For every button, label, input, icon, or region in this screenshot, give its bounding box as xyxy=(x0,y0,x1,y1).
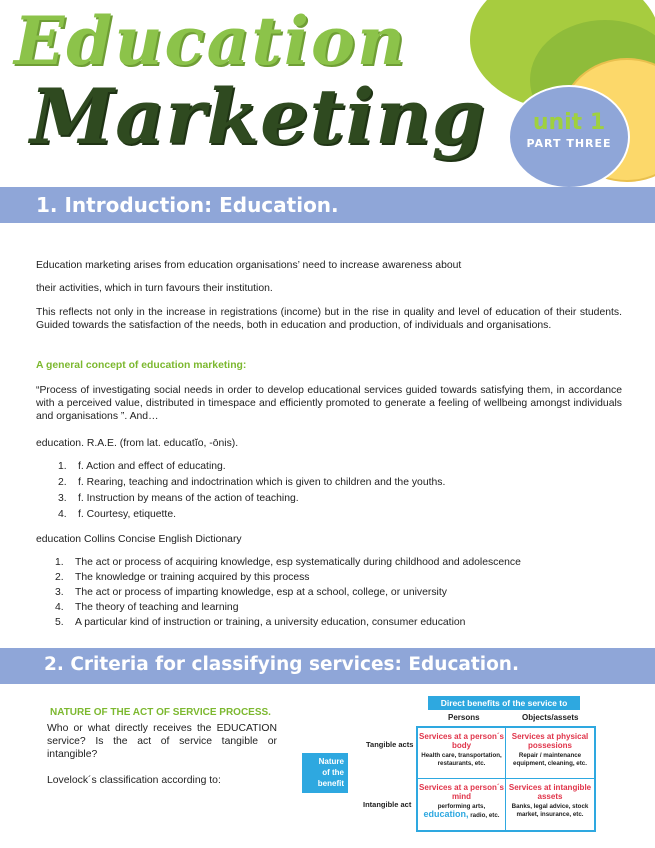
cell-intangible-assets: Services at intangible assets Banks, legal advice, stock market, insurance, etc. xyxy=(508,783,592,818)
nature-question: Who or what directly receives the EDUCATION service? Is the act of service tangible or intangible? xyxy=(47,723,277,760)
cell-person-body: Services at a person´s body Health care, transportation, restaurants, etc. xyxy=(418,728,506,779)
cell-person-mind: Services at a person´s mind performing arts, education, radio, etc. xyxy=(418,779,506,830)
collins-item: 2. The knowledge or training acquired by this process xyxy=(55,572,310,583)
nature-of-benefit-box: Nature of the benefit xyxy=(302,753,348,793)
title-education: Education xyxy=(14,2,407,80)
collins-intro: education Collins Concise English Dictionary xyxy=(36,534,242,545)
nature-subheading: NATURE OF THE ACT OF SERVICE PROCESS. xyxy=(50,707,271,718)
concept-quote: “Process of investigating social needs in order to develop educational services guided towards satisfying them, in accordance with a perceived value, distributed in timespace and efficiently promoted to generate a feeling of wellbeing amongst individuals and organisations ”. And… xyxy=(36,385,622,422)
rae-item: 3. f. Instruction by means of the action of teaching. xyxy=(58,493,299,504)
section1-heading: 1. Introduction: Education. xyxy=(36,193,339,217)
collins-item: 1. The act or process of acquiring knowledge, esp systematically during childhood and adolescence xyxy=(55,557,521,568)
direct-benefits-header: Direct benefits of the service to xyxy=(428,696,580,710)
rae-intro: education. R.A.E. (from lat. educatĭo, -ōnis). xyxy=(36,438,239,449)
collins-item: 3. The act or process of imparting knowledge, esp at a school, college, or university xyxy=(55,587,447,598)
rae-item: 2. f. Rearing, teaching and indoctrination which is given to children and the youths. xyxy=(58,477,446,488)
collins-item: 5. A particular kind of instruction or training, a university education, consumer education xyxy=(55,617,466,628)
cell-physical-possessions: Services at physical possesions Repair / maintenance equipment, cleaning, etc. xyxy=(506,728,594,779)
col-objects-label: Objects/assets xyxy=(522,713,579,722)
row-tangible-label: Tangible acts xyxy=(366,740,414,749)
title-marketing: Marketing xyxy=(30,72,486,161)
education-highlight: education, xyxy=(423,808,469,819)
row-intangible-label: Intangible act xyxy=(363,800,412,809)
collins-item: 4. The theory of teaching and learning xyxy=(55,602,239,613)
concept-subheading: A general concept of education marketing: xyxy=(36,360,247,371)
intro-paragraph-3: This reflects not only in the increase in registrations (income) but in the rise in quality and level of education of their students. Guided towards the satisfaction of the needs, both in education and production, of individuals and organisations. xyxy=(36,307,622,331)
unit-sublabel: PART THREE xyxy=(526,137,612,150)
unit-label: unit 1 xyxy=(532,110,606,135)
intro-paragraph-2: their activities, which in turn favours their institution. xyxy=(36,283,273,294)
section2-heading: 2. Criteria for classifying services: Education. xyxy=(44,654,519,675)
col-persons-label: Persons xyxy=(448,713,480,722)
rae-item: 4. f. Courtesy, etiquette. xyxy=(58,509,176,520)
rae-item: 1. f. Action and effect of educating. xyxy=(58,461,226,472)
lovelock-grid xyxy=(416,726,596,832)
intro-paragraph-1: Education marketing arises from education organisations’ need to increase awareness about xyxy=(36,260,462,271)
lovelock-text: Lovelock´s classification according to: xyxy=(47,775,221,786)
